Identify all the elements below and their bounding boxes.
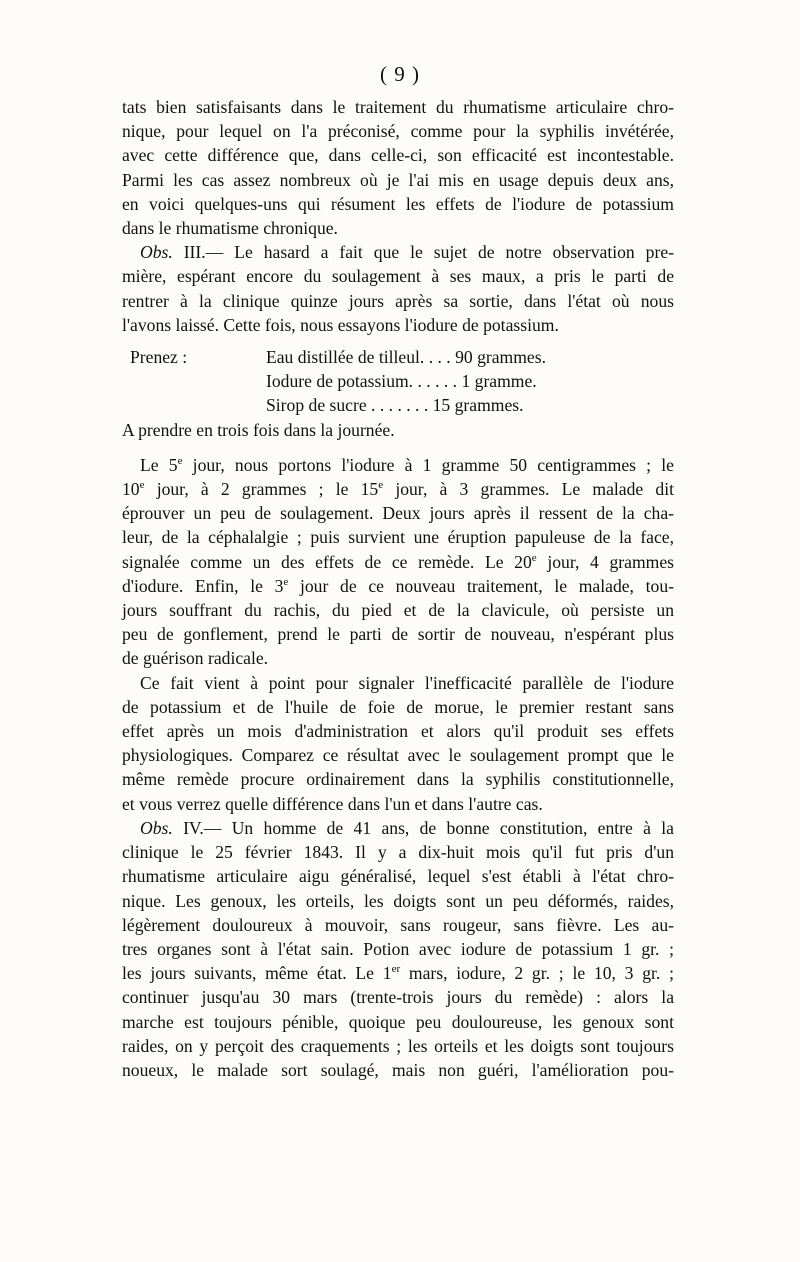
prescription [122, 345, 674, 442]
observation-3 [122, 240, 674, 337]
text-line: leur, de la céphalalgie ; puis survient une éruption papuleuse de la face, [122, 527, 674, 548]
text-line: continuer jusqu'au 30 mars (trente-trois jours du remède) : alors la [122, 987, 674, 1008]
obs-label: Obs. [140, 817, 173, 838]
text-line: effet après un mois d'administration et alors qu'il produit ses effets [122, 721, 674, 742]
paragraph-treatment [122, 453, 674, 671]
prescription-row [122, 369, 674, 393]
text-line: Ce fait vient à point pour signaler l'inefficacité parallèle de l'iodure [140, 672, 674, 693]
page-number: ( 9 ) [380, 62, 420, 86]
text-line: de potassium et de l'huile de foie de morue, le premier restant sans [122, 696, 674, 717]
prescription-item: Sirop de sucre . . . . . . . 15 grammes. [266, 395, 524, 416]
text-line: clinique le 25 février 1843. Il y a dix-huit mois qu'il fut pris d'un [122, 842, 674, 863]
paragraph-comment [122, 671, 674, 816]
text-line: d'iodure. Enfin, le 3e jour de ce nouveau traitement, le malade, tou- [122, 575, 674, 596]
paragraph-intro [122, 95, 674, 240]
obs-numeral: III. [183, 242, 206, 263]
text-line: physiologiques. Comparez ce résultat avec le soulagement prompt que le [122, 745, 674, 766]
prescription-item: Eau distillée de tilleul. . . . 90 grammes. [266, 347, 546, 368]
text-line: même remède procure ordinairement dans la syphilis constitutionnelle, [122, 769, 674, 790]
text-line: 10e jour, à 2 grammes ; le 15e jour, à 3 grammes. Le malade dit [122, 479, 674, 500]
text-line: peu de gonflement, prend le parti de sortir de nouveau, n'espérant plus [122, 624, 674, 645]
text-line: signalée comme un des effets de ce remède. Le 20e jour, 4 grammes [122, 551, 674, 572]
text-line: Le 5e jour, nous portons l'iodure à 1 gramme 50 centigrammes ; le [140, 454, 674, 475]
text-line: tats bien satisfaisants dans le traitement du rhumatisme articulaire chro- [122, 97, 674, 117]
prescription-item: Iodure de potassium. . . . . . 1 gramme. [266, 371, 537, 392]
text-line: nique. Les genoux, les orteils, les doigts sont un peu déformés, raides, [122, 890, 674, 911]
text-line: les jours suivants, même état. Le 1er mars, iodure, 2 gr. ; le 10, 3 gr. ; [122, 963, 674, 984]
text-line: Obs. III.— Le hasard a fait que le sujet de notre observation pre- [140, 242, 674, 263]
text-line: mière, espérant encore du soulagement à ses maux, a pris le parti de [122, 266, 674, 287]
observation-4 [122, 816, 674, 1082]
prescription-row [122, 345, 674, 369]
text-line: légèrement douloureux à mouvoir, sans rougeur, sans fièvre. Les au- [122, 914, 674, 935]
body-text [122, 95, 674, 1082]
text-line: l'avons laissé. Cette fois, nous essayons l'iodure de potassium. [122, 314, 559, 335]
text-line: et vous verrez quelle différence dans l'un et dans l'autre cas. [122, 793, 543, 814]
text-line: rentrer à la clinique quinze jours après sa sortie, dans l'état où nous [122, 290, 674, 311]
text-line: Obs. IV.— Un homme de 41 ans, de bonne constitution, entre à la [140, 817, 674, 838]
text-line: raides, on y perçoit des craquements ; les orteils et les doigts sont toujours [122, 1035, 674, 1056]
text-line: nique, pour lequel on l'a préconisé, comme pour la syphilis invétérée, [122, 121, 674, 142]
text-line: Parmi les cas assez nombreux où je l'ai mis en usage depuis deux ans, [122, 169, 674, 190]
text-line: avec cette différence que, dans celle-ci, son efficacité est incontestable. [122, 145, 674, 166]
obs-numeral: IV. [183, 817, 204, 838]
prescription-row [122, 393, 674, 417]
prescription-prenez: Prenez : [130, 347, 188, 368]
text-line: dans le rhumatisme chronique. [122, 218, 338, 239]
text-line: tres organes sont à l'état sain. Potion avec iodure de potassium 1 gr. ; [122, 938, 674, 959]
text-line: marche est toujours pénible, quoique peu douloureuse, les genoux sont [122, 1011, 674, 1032]
text-line: jours souffrant du rachis, du pied et de la clavicule, où persiste un [122, 600, 674, 621]
text-line: noueux, le malade sort soulagé, mais non guéri, l'amélioration pou- [122, 1059, 674, 1080]
text-line: en voici quelques-uns qui résument les effets de l'iodure de potassium [122, 193, 674, 214]
text-line: de guérison radicale. [122, 648, 269, 669]
obs-label: Obs. [140, 242, 173, 263]
text-line: éprouver un peu de soulagement. Deux jours après il ressent de la cha- [122, 503, 674, 524]
text-line: rhumatisme articulaire aigu généralisé, lequel s'est établi à l'état chro- [122, 866, 674, 887]
prescription-instruction: A prendre en trois fois dans la journée. [122, 419, 395, 440]
